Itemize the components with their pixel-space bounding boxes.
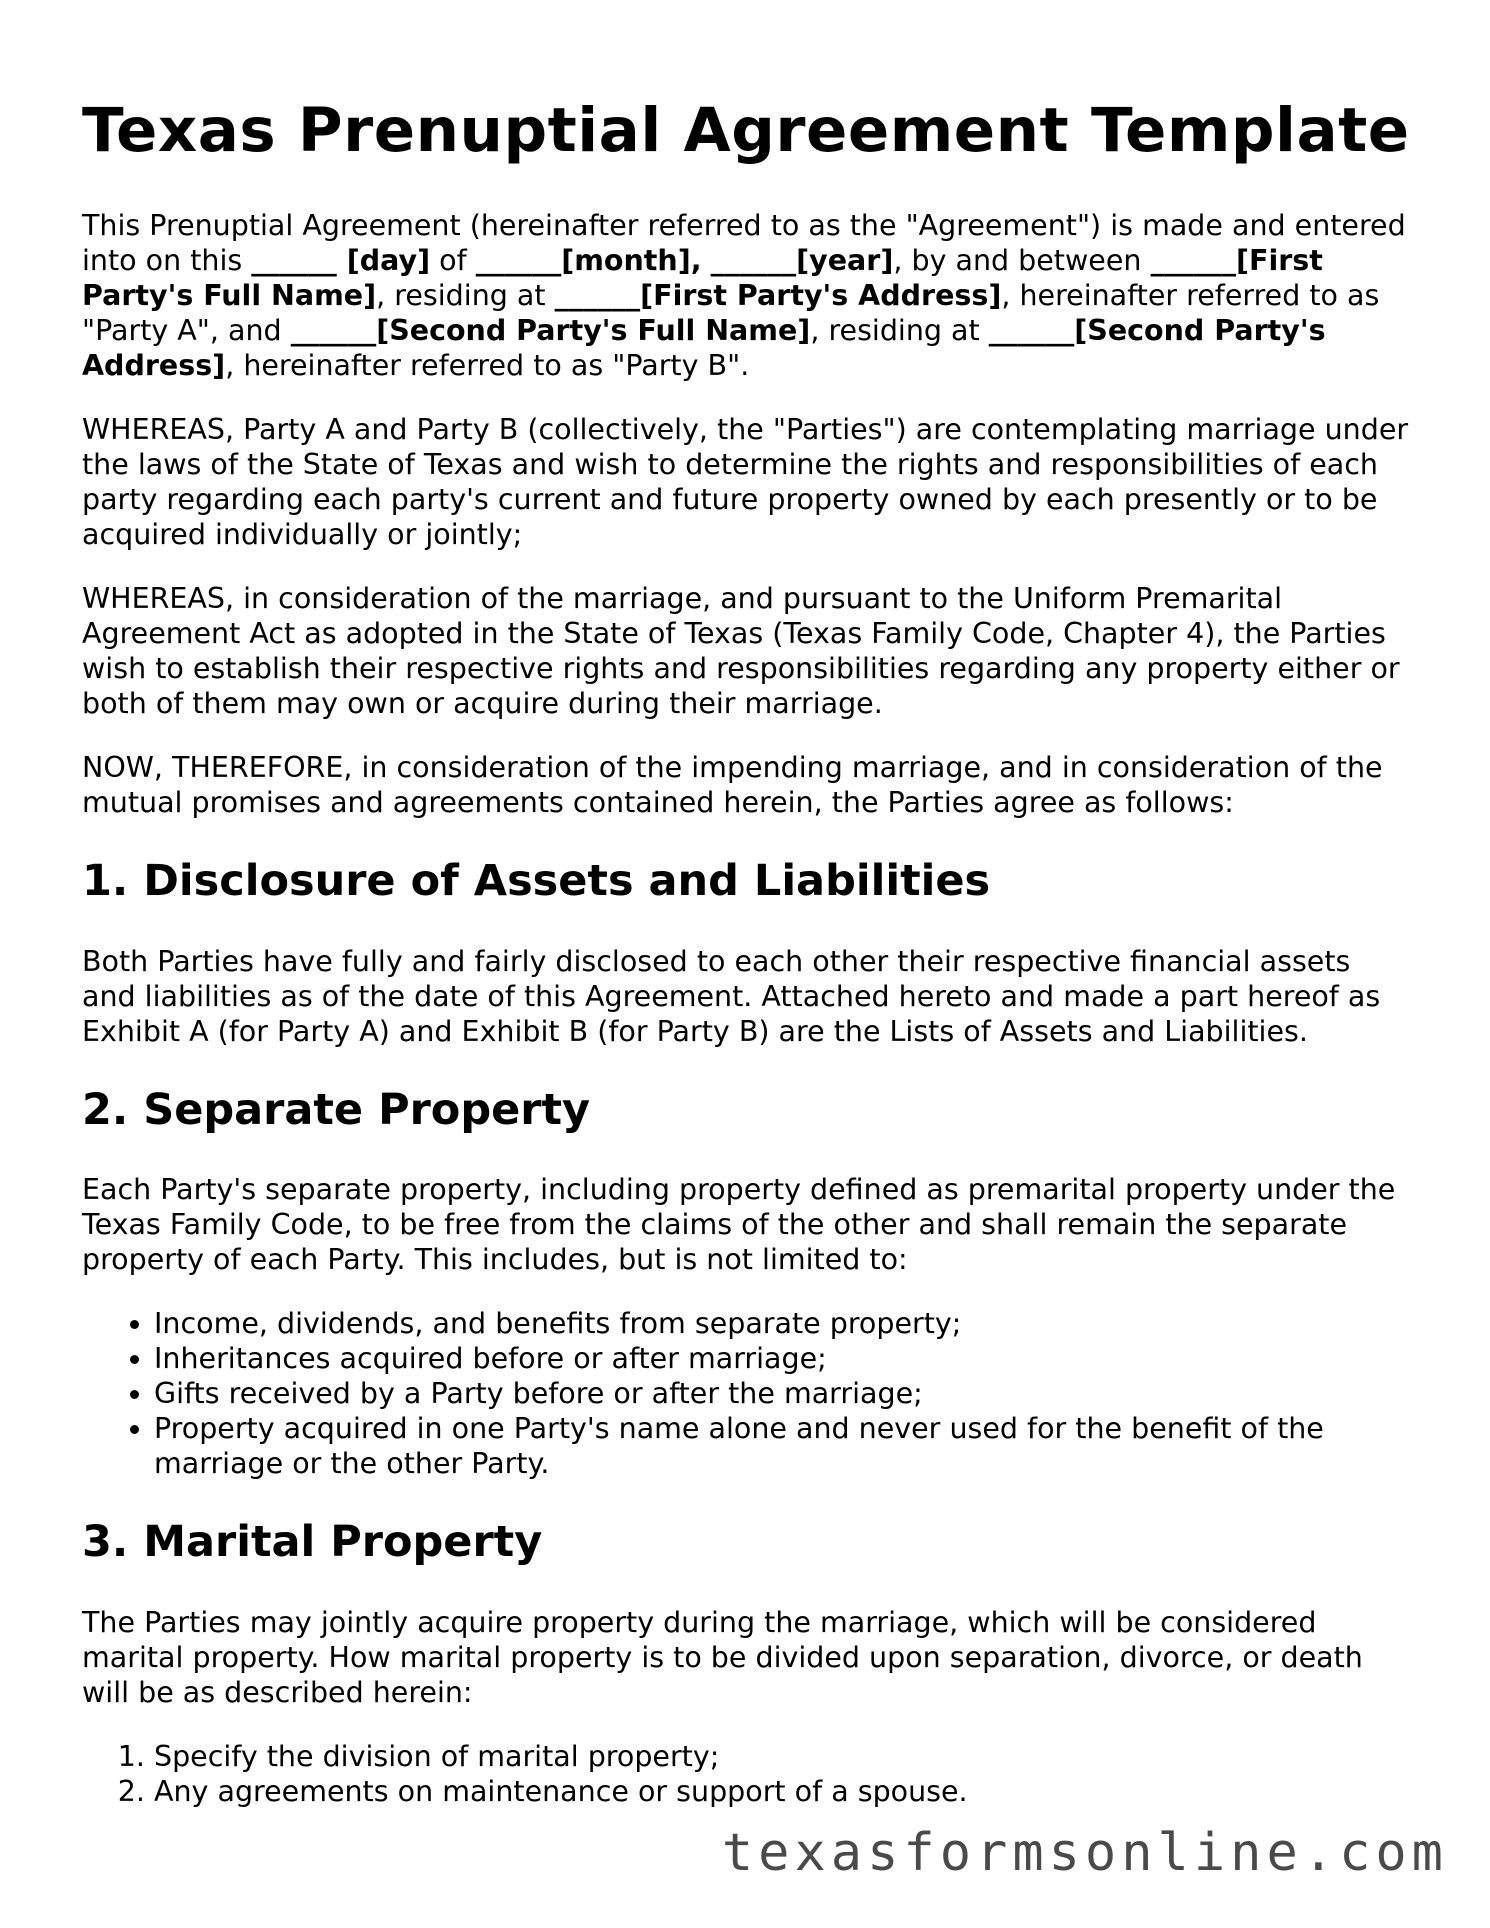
list-item: 2. Any agreements on maintenance or support of a spouse. <box>154 1774 1412 1809</box>
list-item: • Gifts received by a Party before or after the marriage; <box>154 1376 1412 1411</box>
year-blank: ______[year] <box>710 244 894 278</box>
intro-text: , by and between <box>893 244 1151 278</box>
month-blank: ______[month], <box>475 244 702 278</box>
intro-text: of <box>430 244 476 278</box>
party-a-address-blank: ______[First Party's Address] <box>554 279 1002 313</box>
party-b-address-blank: ______[Second Party's Address] <box>82 314 1326 383</box>
intro-text: , residing at <box>376 279 555 313</box>
section-heading-marital-property: 3. Marital Property <box>82 1517 543 1568</box>
party-a-name-blank: ______[First Party's Full Name] <box>82 244 1323 313</box>
whereas-paragraph-2: WHEREAS, in consideration of the marriage, and pursuant to the Uniform Premarital Agreement Act as adopted in the State of Texas (Texas Family Code, Chapter 4), the Parties wish to establish their respective rights and responsibilities regarding any property either or both of them may own or acquire during their marriage. <box>82 582 1400 721</box>
intro-text <box>702 244 711 277</box>
list-item: • Income, dividends, and benefits from separate property; <box>154 1306 1412 1341</box>
section-body-marital-property: The Parties may jointly acquire property during the marriage, which will be considered marital property. How marital property is to be divided upon separation, divorce, or death will be as described herein: <box>82 1605 1363 1709</box>
list-item: • Inheritances acquired before or after marriage; <box>154 1341 1412 1376</box>
now-therefore-paragraph: NOW, THEREFORE, in consideration of the impending marriage, and in consideration of the mutual promises and agreements contained herein, the Parties agree as follows: <box>82 751 1383 820</box>
intro-text: , residing at <box>810 314 989 348</box>
separate-property-list <box>82 1306 1412 1481</box>
day-blank: ______ [day] <box>251 244 431 278</box>
intro-text: , hereinafter referred to as "Party B". <box>225 349 750 383</box>
document-page <box>82 96 1412 1838</box>
section-body-disclosure: Both Parties have fully and fairly disclosed to each other their respective financial assets and liabilities as of the date of this Agreement. Attached hereto and made a part hereof as Exhibit A (for Party A) and Exhibit B (for Party B) are the Lists of Assets and Liabilities. <box>82 944 1381 1048</box>
intro-text: , hereinafter referred to as "Party A", and <box>82 279 1380 348</box>
intro-paragraph <box>82 208 1412 383</box>
section-body-separate-property: Each Party's separate property, including property defined as premarital property under the Texas Family Code, to be free from the claims of the other and shall remain the separate property of each Party. This includes, but is not limited to: <box>82 1173 1396 1277</box>
section-heading-disclosure: 1. Disclosure of Assets and Liabilities <box>82 856 991 907</box>
watermark: texasformsonline.com <box>721 1823 1448 1883</box>
section-heading-separate-property: 2. Separate Property <box>82 1084 591 1135</box>
document-title: Texas Prenuptial Agreement Template <box>82 95 1410 166</box>
party-b-name-blank: ______[Second Party's Full Name] <box>290 314 811 348</box>
marital-property-list <box>82 1739 1412 1809</box>
list-item: • Property acquired in one Party's name alone and never used for the benefit of the marriage or the other Party. <box>154 1411 1412 1481</box>
whereas-paragraph-1: WHEREAS, Party A and Party B (collectively, the "Parties") are contemplating marriage under the laws of the State of Texas and wish to determine the rights and responsibilities of each party regarding each party's current and future property owned by each presently or to be acquired individually or jointly; <box>82 413 1409 552</box>
intro-text: This Prenuptial Agreement (hereinafter referred to as the "Agreement") is made and entered into on this <box>82 209 1406 278</box>
list-item: 1. Specify the division of marital property; <box>154 1739 1412 1774</box>
